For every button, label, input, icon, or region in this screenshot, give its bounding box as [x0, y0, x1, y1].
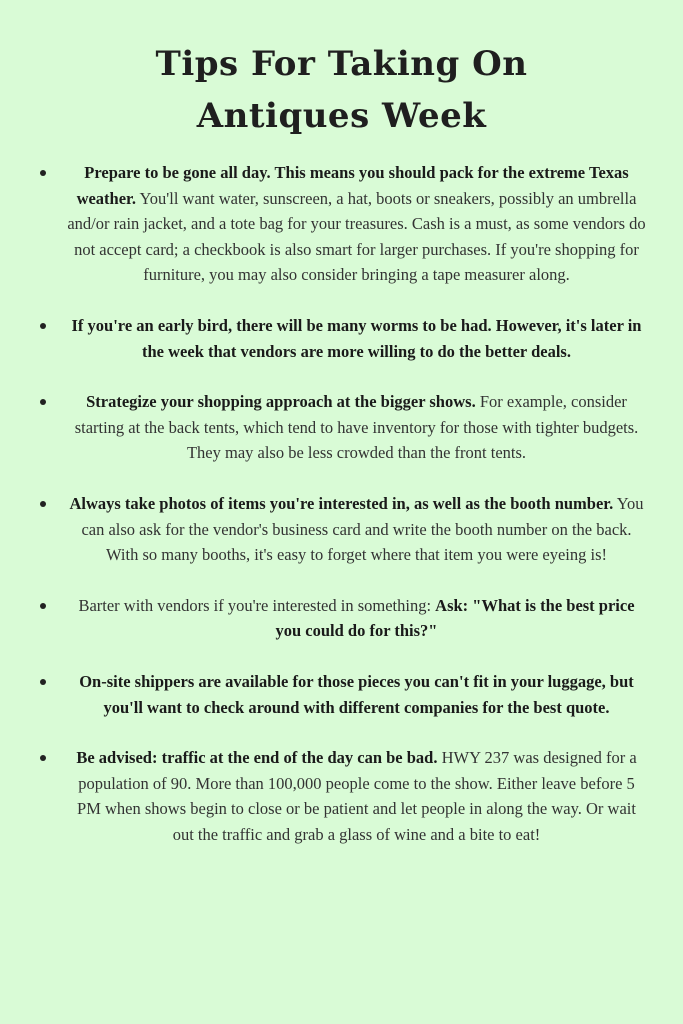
title-line-1: Tips For Taking On: [155, 44, 528, 84]
tip-item-pack: [30, 160, 653, 288]
tip-bold-text: Prepare to be gone all day. This means you should pack for the extreme Texas weather.: [76, 163, 629, 208]
tip-bold-text: Strategize your shopping approach at the bigger shows.: [86, 392, 476, 412]
tip-body-text: For example, consider starting at the back tents, which tend to have inventory for those with tighter budgets. They may also be less crowded than the front tents.: [74, 392, 639, 463]
tip-item-traffic: [30, 745, 653, 847]
bullet-icon: [40, 755, 46, 761]
tip-bold-text: On-site shippers are available for those pieces you can't fit in your luggage, but you'll want to check around with different companies for the best quote.: [79, 671, 634, 717]
tip-body-text: Barter with vendors if you're interested in something:: [78, 595, 436, 615]
tip-item-shippers: [30, 669, 653, 720]
page-title: [30, 38, 653, 142]
tip-bold-text: Always take photos of items you're interested in, as well as the booth number.: [69, 493, 614, 513]
tip-item-barter: [30, 593, 653, 644]
tips-list: [30, 160, 653, 847]
bullet-icon: [40, 399, 46, 405]
tip-body-text: You can also ask for the vendor's business card and write the booth number on the back. With so many booths, it's easy to forget where that item you were eyeing is!: [81, 493, 644, 565]
tip-body-text: You'll want water, sunscreen, a hat, boots or sneakers, possibly an umbrella and/or rain jacket, and a tote bag for your treasures. Cash is a must, as some vendors do not accept card; a checkbook is also smart for larger purchases. If you're shopping for furniture, you may also consider bringing a tape measurer along.: [67, 188, 646, 285]
bullet-icon: [40, 323, 46, 329]
bullet-icon: [40, 603, 46, 609]
tip-item-strategize: [30, 389, 653, 466]
title-line-2: Antiques Week: [196, 96, 487, 136]
tip-bold-text: Ask: "What is the best price you could do for this?": [275, 595, 635, 641]
bullet-icon: [40, 170, 46, 176]
bullet-icon: [40, 679, 46, 685]
tip-bold-text: If you're an early bird, there will be many worms to be had. However, it's later in the week that vendors are more willing to do the better deals.: [71, 315, 642, 361]
tip-item-early-bird: [30, 313, 653, 364]
tip-body-text: HWY 237 was designed for a population of 90. More than 100,000 people come to the show. Either leave before 5 PM when shows begin to close or be patient and let people in along the way. Or wait out the traffic and grab a glass of wine and a bite to eat!: [77, 748, 637, 844]
bullet-icon: [40, 501, 46, 507]
tip-item-photos: [30, 491, 653, 568]
tip-bold-text: Be advised: traffic at the end of the day can be bad.: [76, 748, 438, 768]
